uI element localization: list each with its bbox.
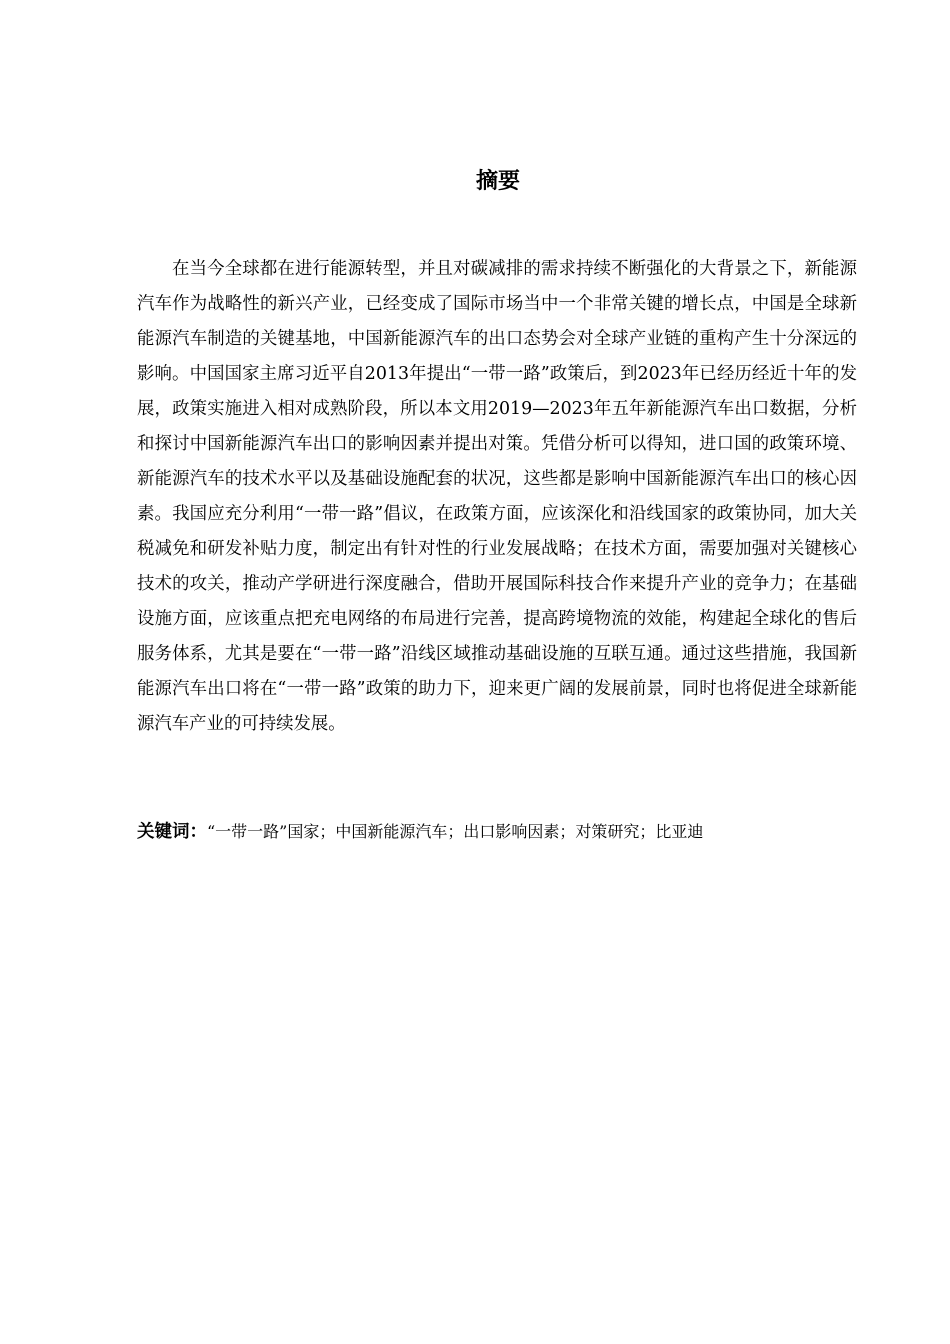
abstract-title: 摘要 bbox=[475, 169, 520, 194]
keywords-line bbox=[137, 814, 877, 850]
keywords-label: 关键词： bbox=[137, 822, 207, 842]
abstract-body: 在当今全球都在进行能源转型，并且对碳减排的需求持续不断强化的大背景之下，新能源汽车作为战略性的新兴产业，已经变成了国际市场当中一个非常关键的增长点，中国是全球新能源汽车制造的关键基地，中国新能源汽车的出口态势会对全球产业链的重构产生十分深远的影响。中国国家主席习近平自2013年提出“一带一路”政策后，到2023年已经历经近十年的发展，政策实施进入相对成熟阶段，所以本文用2019—2023年五年新能源汽车出口数据，分析和探讨中国新能源汽车出口的影响因素并提出对策。凭借分析可以得知，进口国的政策环境、新能源汽车的技术水平以及基础设施配套的状况，这些都是影响中国新能源汽车出口的核心因素。我国应充分利用“一带一路”倡议，在政策方面，应该深化和沿线国家的政策协同，加大关税减免和研发补贴力度，制定出有针对性的行业发展战略；在技术方面，需要加强对关键核心技术的攻关，推动产学研进行深度融合，借助开展国际科技合作来提升产业的竞争力；在基础设施方面，应该重点把充电网络的布局进行完善，提高跨境物流的效能，构建起全球化的售后服务体系，尤其是要在“一带一路”沿线区域推动基础设施的互联互通。通过这些措施，我国新能源汽车出口将在“一带一路”政策的助力下，迎来更广阔的发展前景，同时也将促进全球新能源汽车产业的可持续发展。 bbox=[137, 259, 857, 734]
keywords-list: “一带一路”国家；中国新能源汽车；出口影响因素；对策研究；比亚迪 bbox=[207, 822, 704, 841]
